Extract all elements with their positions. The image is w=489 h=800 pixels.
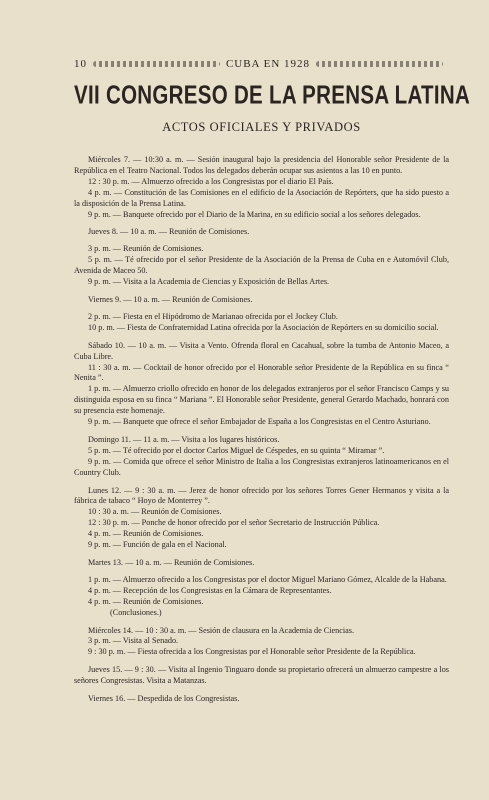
schedule-line: Jueves 8. — 10 a. m. — Reunión de Comisiones. <box>88 227 250 237</box>
schedule-line: Miércoles 7. — 10:30 a. m. — Sesión inaugural bajo la presidencia del Honorable señor Presidente de la República en el Teatro Nacional. Todos los delegados deberán ocupar sus asientos a las 10 en punto. <box>74 155 449 175</box>
day-block <box>74 227 449 288</box>
schedule-line: (Conclusiones.) <box>110 607 162 617</box>
day-block <box>74 486 449 551</box>
schedule-line: 9 p. m. — Comida que ofrece el señor Ministro de Italia a los Congresistas extranjeros latinoamericanos en el Country Club. <box>74 456 449 477</box>
header-ornament-right <box>316 61 443 67</box>
page-title: VII CONGRESO DE LA PRENSA LATINA <box>74 81 471 110</box>
day-block <box>74 155 449 220</box>
day-block <box>74 626 449 659</box>
schedule-line: 9 : 30 p. m. — Fiesta ofrecida a los Congresistas por el Honorable señor Presidente de la República. <box>88 647 416 657</box>
day-block <box>74 558 449 619</box>
running-header <box>74 58 449 70</box>
schedule-line: 10 p. m. — Fiesta de Confraternidad Latina ofrecida por la Asociación de Repórters en su domicilio social. <box>88 322 439 332</box>
schedule-line: 12 : 30 p. m. — Ponche de honor ofrecido por el señor Secretario de Instrucción Pública. <box>88 518 380 528</box>
schedule-line: Lunes 12. — 9 : 30 a. m. — Jerez de honor ofrecido por los señores Torres Gener Hermanos y visita a la fábrica de tabaco “ Hoyo de Monterrey ”. <box>74 485 449 506</box>
schedule-line: Jueves 15. — 9 : 30. — Visita al Ingenio Tinguaro donde su propietario ofrecerá un almuerzo campestre a los señores Congresistas. Visita a Matanzas. <box>74 665 449 686</box>
schedule-line: 11 : 30 a. m. — Cocktail de honor ofrecido por el Honorable señor Presidente de la República en su finca “ Nenita ”. <box>74 362 449 383</box>
header-ornament-left <box>93 61 220 67</box>
schedule-line: 4 p. m. — Recepción de los Congresistas en la Cámara de Representantes. <box>88 585 332 595</box>
schedule-line: 1 p. m. — Almuerzo criollo ofrecido en honor de los delegados extranjeros por el señor Francisco Camps y su distinguida esposa en su finca “ Mariana ”. El Honorable señor Presidente, general Gerardo Machado, honrará con su presencia este homenaje. <box>74 384 449 416</box>
schedule-line: 4 p. m. — Constitución de las Comisiones en el edificio de la Asociación de Repórters, que ha sido puesto a la disposición de la Prensa Latina. <box>74 187 449 208</box>
schedule-line: Sábado 10. — 10 a. m. — Visita a Vento. Ofrenda floral en Cacahual, sobre la tumba de Antonio Maceo, a Cuba Libre. <box>74 340 449 361</box>
schedule-line: Miércoles 14. — 10 : 30 a. m. — Sesión de clausura en la Academia de Ciencias. <box>88 625 355 635</box>
schedule-line: 9 p. m. — Función de gala en el Nacional. <box>88 540 227 550</box>
schedule-line: 1 p. m. — Almuerzo ofrecido a los Congresistas por el doctor Miguel Mariano Gómez, Alcalde de la Habana. <box>88 574 447 584</box>
schedule-line: 9 p. m. — Visita a la Academia de Ciencias y Exposición de Bellas Artes. <box>88 277 330 287</box>
day-block <box>74 435 449 479</box>
schedule-line: 5 p. m. — Té ofrecido por el doctor Carlos Miguel de Céspedes, en su quinta “ Miramar ”. <box>88 445 385 455</box>
day-block <box>74 665 449 687</box>
schedule-line: Viernes 9. — 10 a. m. — Reunión de Comisiones. <box>88 294 253 304</box>
schedule-line: 10 : 30 a. m. — Reunión de Comisiones. <box>88 507 222 517</box>
schedule-line: 3 p. m. — Visita al Senado. <box>88 636 179 646</box>
schedule-line: 2 p. m. — Fiesta en el Hipódromo de Marianao ofrecida por el Jockey Club. <box>88 311 338 321</box>
day-block <box>74 341 449 428</box>
schedule-line: 3 p. m. — Reunión de Comisiones. <box>88 244 204 254</box>
schedule-line: Viernes 16. — Despedida de los Congresistas. <box>88 694 240 704</box>
schedule-line: 9 p. m. — Banquete que ofrece el señor Embajador de España a los Congresistas en el Centro Asturiano. <box>88 417 431 427</box>
schedule-line: 4 p. m. — Reunión de Comisiones. <box>88 596 204 606</box>
day-block <box>74 694 449 705</box>
running-title: CUBA EN 1928 <box>225 58 311 70</box>
schedule-line: 12 : 30 p. m. — Almuerzo ofrecido a los Congresistas por el diario El País. <box>88 176 334 186</box>
schedule <box>74 155 449 705</box>
page-subtitle: ACTOS OFICIALES Y PRIVADOS <box>162 120 361 134</box>
schedule-line: 4 p. m. — Reunión de Comisiones. <box>88 529 204 539</box>
day-block <box>74 295 449 334</box>
page-number: 10 <box>74 58 87 70</box>
schedule-line: Martes 13. — 10 a. m. — Reunión de Comisiones. <box>88 558 255 567</box>
schedule-line: 5 p. m. — Té ofrecido por el señor Presidente de la Asociación de la Prensa de Cuba en e Automóvil Club, Avenida de Maceo 50. <box>74 255 449 276</box>
schedule-line: 9 p. m. — Banquete ofrecido por el Diario de la Marina, en su edificio social a los señores delegados. <box>88 209 421 219</box>
schedule-line: Domingo 11. — 11 a. m. — Visita a los lugares históricos. <box>88 434 280 444</box>
